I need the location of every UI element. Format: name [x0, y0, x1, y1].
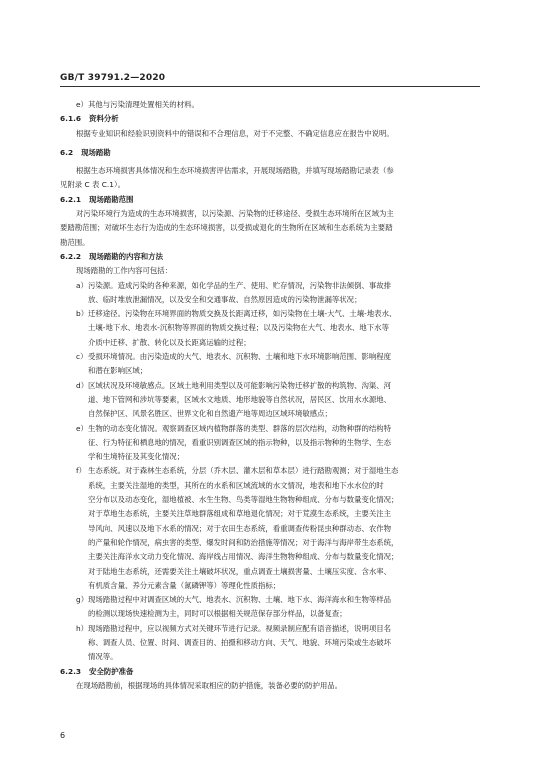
list-item-line: 区域状况及环境敏感点。区域土地利用类型以及可能影响污染物迁移扩散的构筑物、沟渠、河 — [88, 380, 392, 390]
section-number: 6.2 — [60, 147, 74, 157]
list-item-line: 导风向、风速以及地下水系的情况；对于农田生态系统，看重调查传粉昆虫种群动态、农作物 — [88, 523, 392, 533]
list-marker: e） — [76, 423, 88, 433]
paragraph-line: 根据生态环境损害具体情况和生态环境损害评估需求，开展现场踏勘，并填写现场踏勘记录表（参 — [76, 166, 394, 176]
list-marker: g） — [76, 595, 89, 605]
content-list — [60, 279, 480, 665]
section-number: 6.2.1 — [60, 194, 82, 204]
header-rule — [60, 86, 480, 87]
list-item-text — [88, 350, 480, 379]
list-item-e-previous — [60, 98, 480, 112]
list-marker: e） — [76, 100, 88, 109]
document-body — [60, 98, 480, 693]
list-item-line: 现场踏勘过程中对调查区域的大气、地表水、沉积物、土壤、地下水、海洋海水和生物等样品 — [88, 595, 392, 605]
list-item-line: 迁移途径。污染物在环境界面的物质交换及长距离迁移，如污染物在土壤-大气、土壤-地表水、 — [88, 309, 397, 319]
list-item-line: 受损环境情况。由污染造成的大气、地表水、沉积物、土壤和地下水环境影响范围、影响程度 — [88, 352, 392, 362]
list-item-line: 现场踏勘过程中，应以视频方式对关键环节进行记录。视频录制应配有语音描述，说明项目名 — [88, 623, 392, 633]
list-item-line: 放、临时堆放泄漏情况，以及安全和交通事故、自然原因造成的污染物泄漏等状况； — [88, 294, 362, 304]
section-heading-6-2-3 — [60, 665, 480, 679]
section-title: 现场踏勘 — [81, 147, 111, 157]
list-item-text — [88, 307, 480, 350]
paragraph-line: 勘范围。 — [60, 237, 90, 247]
section-heading-6-2-2 — [60, 250, 480, 264]
list-item — [60, 593, 480, 622]
paragraph-line: 对污染环境行为造成的生态环境损害，以污染源、污染物的迁移途径、受损生态环境所在区域为主 — [76, 209, 394, 219]
list-item-line: 征、行为特征和栖息地的情况，看重识别调查区域的指示物种，以及指示物种的生物学、生态 — [88, 437, 392, 447]
list-item-line: 生物的动态变化情况。观察调查区域内植物群落的类型、群落的层次结构，动物种群的结构特 — [88, 423, 392, 433]
standard-number: GB/T 39791.2—2020 — [60, 73, 166, 83]
list-item-line: 主要关注海洋水文动力变化情况、海岸线占用情况、海洋生物物种组成、分布与数量变化情况； — [88, 552, 399, 562]
paragraph-line: 要踏勘范围；对破坏生态行为造成的生态环境损害，以受损或退化的生物所在区域和生态系统为主要踏 — [60, 223, 393, 233]
paragraph: 现场踏勘的工作内容可包括： — [76, 266, 173, 276]
list-marker: c） — [76, 352, 88, 362]
list-marker: b） — [76, 309, 89, 319]
list-item-line: 情况等。 — [88, 652, 118, 662]
list-item-line: 有机质含量、养分元素含量（氮磷钾等）等理化性质指标； — [88, 580, 281, 590]
list-item-line: 和潜在影响区域； — [88, 366, 148, 376]
list-item — [60, 350, 480, 379]
list-marker: h） — [76, 623, 89, 633]
list-item-line: 对于草地生态系统，主要关注草地群落组成和草地退化情况；对于荒漠生态系统，主要关注主 — [88, 509, 392, 519]
list-item-line: 自然保护区、风景名胜区、世界文化和自然遗产地等周边区域环境敏感点； — [88, 409, 332, 419]
list-marker: f） — [76, 466, 86, 476]
list-item-text — [88, 422, 480, 465]
list-item-text — [88, 379, 480, 422]
list-item — [60, 422, 480, 465]
list-item-line: 的产量和轮作情况，病虫害的类型、爆发时间和防治措施等情况；对于海洋与海岸带生态系统， — [88, 537, 399, 547]
list-item-line: 污染源。造成污染的各种来源，如化学品的生产、使用、贮存情况，污染物非法倾倒、事故排 — [88, 280, 392, 290]
list-item-line: 生态系统。对于森林生态系统，分层（乔木层、灌木层和草本层）进行踏勘观测；对于湿地生态 — [88, 466, 399, 476]
list-item-line: 学和生境特征及其变化情况； — [88, 452, 185, 462]
list-item — [60, 622, 480, 665]
section-title: 安全防护准备 — [89, 666, 134, 676]
section-heading-6-2 — [60, 146, 480, 160]
list-item-text: 其他与污染清理处置相关的材料。 — [88, 100, 199, 109]
section-title: 资料分析 — [89, 114, 119, 124]
list-item-line: 空分布以及动态变化，湿地植被、水生生物、鸟类等湿地生物物种组成、分布与数量变化情况； — [88, 495, 399, 505]
paragraph-line: 见附录 C 表 C.1）。 — [60, 180, 126, 190]
list-item — [60, 379, 480, 422]
section-title: 现场踏勘的内容和方法 — [89, 251, 163, 261]
list-item — [60, 307, 480, 350]
list-item-text — [88, 593, 480, 622]
list-item-line: 称、调查人员、位置、时间、调查目的、拍摄和移动方向、天气、地貌、环境污染或生态破坏 — [88, 637, 392, 647]
list-item-line: 道、地下管网和涉坑等要素，区域水文地质、地形地貌等自然状况，居民区、饮用水水源地、 — [88, 394, 392, 404]
list-marker: d） — [76, 380, 89, 390]
list-item — [60, 464, 480, 593]
section-heading-6-1-6 — [60, 112, 480, 126]
section-title: 现场踏勘范围 — [89, 194, 134, 204]
paragraph: 根据专业知识和经验识别资料中的错误和不合理信息，对于不完整、不确定信息应在报告中说明。 — [76, 128, 394, 138]
list-item-text — [88, 622, 480, 665]
paragraph: 在现场踏勘前，根据现场的具体情况采取相应的防护措施，装备必要的防护用品。 — [76, 680, 343, 690]
list-item-line: 的检测以现场快速检测为主，同时可以根据相关规范保存部分样品，以备复查； — [88, 609, 347, 619]
list-item-line: 介质中迁移、扩散、转化以及长距离运输的过程； — [88, 337, 251, 347]
list-item — [60, 279, 480, 308]
section-number: 6.1.6 — [60, 114, 82, 124]
section-number: 6.2.3 — [60, 666, 82, 676]
section-number: 6.2.2 — [60, 251, 82, 261]
list-marker: a） — [76, 280, 88, 290]
list-item-text — [88, 279, 480, 308]
list-item-line: 土壤-地下水、地表水-沉积物等界面的物质交换过程；以及污染物在大气、地表水、地下水等 — [88, 323, 389, 333]
section-heading-6-2-1 — [60, 193, 480, 207]
list-item-line: 对于陆地生态系统，还需要关注土壤破坏状况，重点调查土壤损害量、土壤压实度、含水率、 — [88, 566, 392, 576]
list-item-line: 系统，主要关注湿地的类型，其所在的水系和区域流域的水文情况，地表和地下水水位的时 — [88, 480, 384, 490]
list-item-text — [88, 464, 480, 593]
page-number: 6 — [60, 731, 66, 740]
